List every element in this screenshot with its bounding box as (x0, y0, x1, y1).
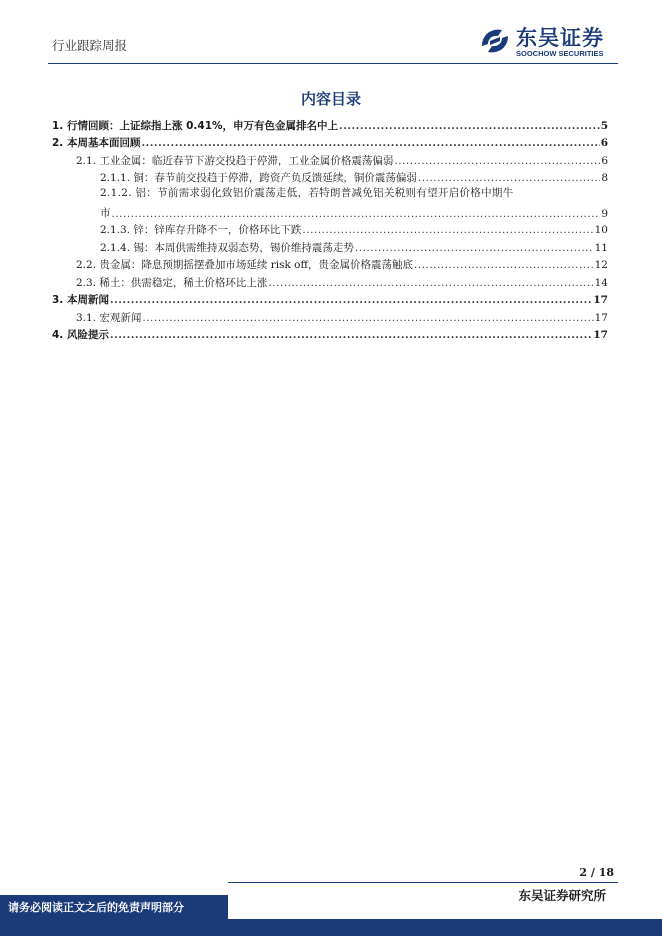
toc-entry-title-continued: 市 (100, 206, 111, 219)
toc-leader (110, 294, 592, 307)
toc-entry[interactable] (52, 272, 608, 290)
page-number: 2 / 18 (579, 866, 614, 879)
soochow-logo-icon (478, 24, 512, 58)
toc-entry-title: 2.1.4. 锡：本周供需维持双弱态势，锡价维持震荡走势 (100, 241, 354, 254)
toc-entry[interactable] (52, 307, 608, 325)
toc-title: 内容目录 (300, 90, 361, 108)
toc-entry[interactable] (52, 185, 608, 220)
toc-entry-page: 5 (600, 119, 608, 132)
disclaimer-banner (0, 895, 228, 919)
toc-leader (141, 137, 599, 150)
toc-entry-title: 2.3. 稀土：供需稳定，稀土价格环比上涨 (76, 276, 268, 289)
toc-entry-title: 1. 行情回顾：上证综指上涨 0.41%，申万有色金属排名中上 (52, 119, 339, 132)
toc-entry[interactable] (52, 290, 608, 308)
toc-entry-title: 3.1. 宏观新闻 (76, 311, 142, 324)
toc-entry-page: 9 (601, 207, 608, 220)
toc-entry-title: 2.1. 工业金属：临近春节下游交投趋于停滞，工业金属价格震荡偏弱 (76, 154, 394, 167)
bottom-bar (0, 919, 662, 936)
toc-entry-page: 12 (594, 259, 608, 271)
toc-entry-page: 8 (601, 172, 608, 184)
toc-entry-page: 17 (594, 311, 608, 324)
toc-entry-page: 17 (593, 294, 608, 306)
toc-entry-title: 2. 本周基本面回顾 (52, 137, 141, 149)
logo-english-name: SOOCHOW SECURITIES (516, 49, 604, 58)
toc-entry-title: 2.1.3. 锌：锌库存升降不一，价格环比下跌 (100, 224, 302, 236)
toc-entry-title: 4. 风险提示 (52, 329, 109, 341)
toc-entry-page: 6 (600, 137, 608, 149)
company-logo (478, 22, 618, 62)
toc-leader (414, 259, 594, 272)
toc-entry-page: 6 (601, 154, 608, 167)
toc-entry[interactable] (52, 255, 608, 273)
toc-entry-page: 11 (594, 241, 608, 254)
toc-entry[interactable] (52, 133, 608, 151)
toc-entry-title: 3. 本周新闻 (52, 294, 109, 306)
toc-entry[interactable] (52, 325, 608, 343)
toc-entry[interactable] (52, 237, 608, 255)
report-type-label: 行业跟踪周报 (52, 38, 128, 53)
toc-leader (110, 329, 592, 342)
toc-entry-page: 14 (594, 276, 608, 289)
toc-entry-title: 2.2. 贵金属：降息预期摇摆叠加市场延续 risk off，贵金属价格震荡触底 (76, 259, 413, 271)
toc-entry-title: 2.1.1. 铜：春节前交投趋于停滞，跨资产负反馈延续，铜价震荡偏弱 (100, 172, 417, 184)
toc-entry-title: 2.1.2. 铝：节前需求弱化致铝价震荡走低，若特朗普减免铝关税则有望开启价格中期牛 (100, 187, 514, 199)
toc-entry-page: 17 (593, 329, 608, 341)
institute-name: 东吴证券研究所 (518, 888, 606, 903)
toc-entry[interactable] (52, 150, 608, 168)
footer-divider (228, 882, 618, 883)
toc-leader (418, 172, 600, 185)
table-of-contents (52, 115, 608, 342)
toc-entry-page: 10 (594, 224, 608, 236)
toc-leader (355, 242, 594, 255)
toc-entry[interactable] (52, 115, 608, 133)
toc-entry[interactable] (52, 168, 608, 186)
disclaimer-text: 请务必阅读正文之后的免责声明部分 (8, 901, 184, 914)
toc-entry[interactable] (52, 220, 608, 238)
toc-leader (142, 312, 593, 325)
header-divider (48, 63, 618, 64)
toc-leader (394, 155, 600, 168)
toc-leader (339, 120, 600, 133)
toc-leader (302, 224, 593, 237)
logo-chinese-name: 东吴证券 (516, 26, 604, 50)
toc-leader (268, 277, 593, 290)
toc-leader (112, 208, 601, 220)
